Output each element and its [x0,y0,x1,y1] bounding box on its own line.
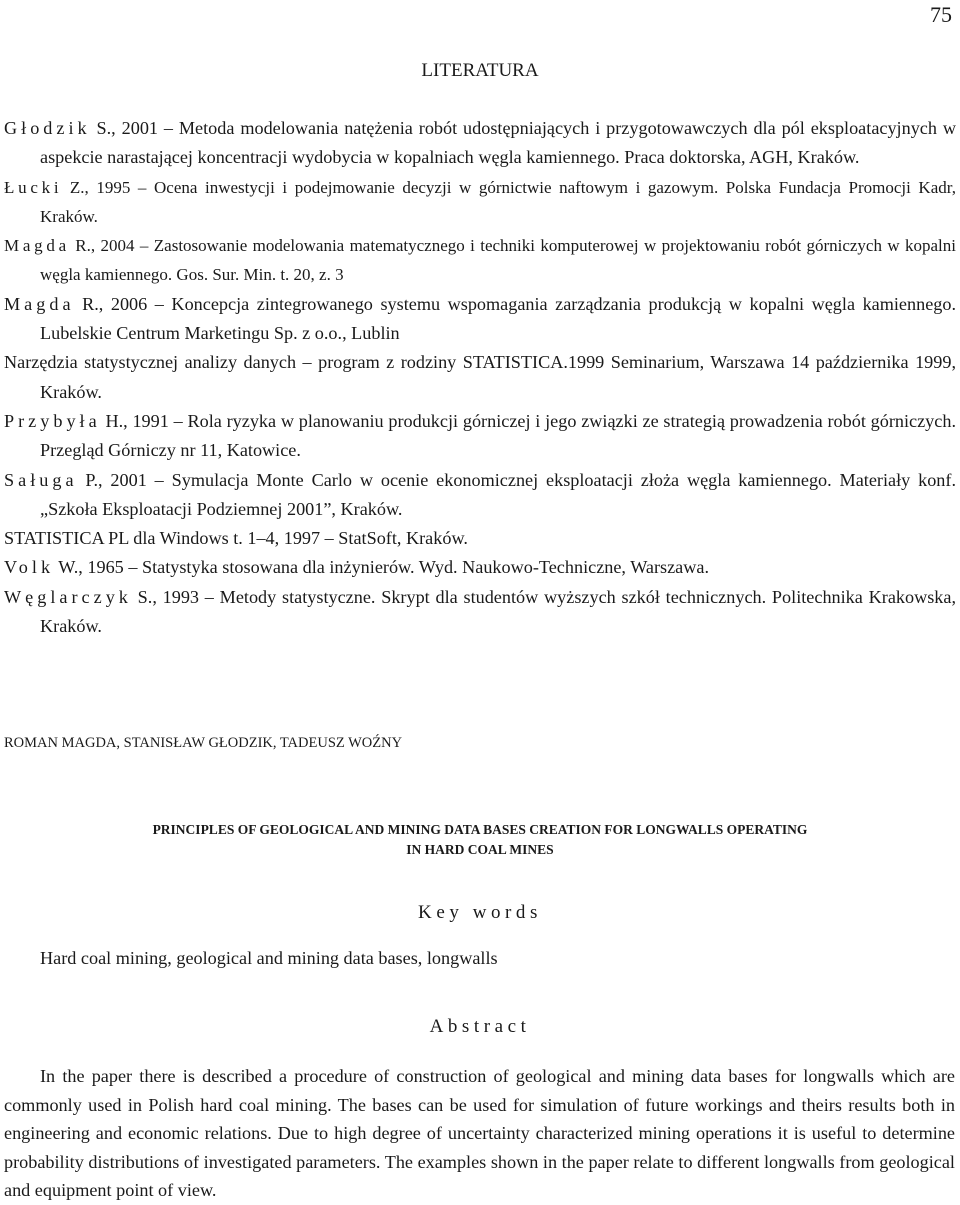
reference-item [4,466,956,525]
reference-item [4,524,956,553]
abstract-heading: Abstract [429,1016,531,1037]
reference-author: Magda [4,293,75,314]
reference-author: Magda [4,236,70,256]
reference-text: S., 1993 – Metody statystyczne. Skrypt dla studentów wyższych szkół technicznych. Politechnika Krakowska, Kraków. [40,586,956,637]
reference-item [4,583,956,642]
page-number: 75 [930,2,952,27]
reference-text: R., 2004 – Zastosowanie modelowania matematycznego i techniki komputerowej w projektowaniu robót górniczych w kopalni węgla kamiennego. Gos. Sur. Min. t. 20, z. 3 [40,236,956,285]
reference-item [4,290,956,349]
reference-item [4,553,956,582]
reference-list [4,114,956,641]
reference-author: Przybyła [4,410,101,431]
abstract-text: In the paper there is described a procedure of construction of geological and mining data bases for longwalls which are commonly used in Polish hard coal mining. The bases can be used for simulation of future workings and theirs results both in engineering and economic relations. Due to high degree of uncertainty characterized mining operations it is useful to determine probability distributions of investigated parameters. The examples shown in the paper relate to different longwalls from geological and equipment point of view. [4,1066,955,1200]
reference-text: Z., 1995 – Ocena inwestycji i podejmowanie decyzji w górnictwie naftowym i gazowym. Polska Fundacja Promocji Kadr, Kraków. [40,177,956,226]
paper-title [0,820,960,860]
reference-item [4,231,956,290]
keywords-text: Hard coal mining, geological and mining data bases, longwalls [40,948,498,968]
reference-item [4,114,956,173]
reference-author: Węglarczyk [4,586,132,607]
reference-text: S., 2001 – Metoda modelowania natężenia robót udostępniających i przygotowawczych dla pól eksploatacyjnych w aspekcie narastającej koncentracji wydobycia w kopalniach węgla kamiennego. Praca doktorska, AGH, Kraków. [40,118,956,168]
reference-text: Narzędzia statystycznej analizy danych – program z rodziny STATISTICA.1999 Seminarium, Warszawa 14 października 1999, Kraków. [4,352,956,402]
reference-author: Volk [4,557,55,578]
reference-author: Łucki [4,177,63,197]
paper-title-line: PRINCIPLES OF GEOLOGICAL AND MINING DATA BASES CREATION FOR LONGWALLS OPERATING [152,822,808,837]
reference-text: R., 2006 – Koncepcja zintegrowanego systemu wspomagania zarządzania produkcją w kopalni węgla kamiennego. Lubelskie Centrum Marketingu Sp. z o.o., Lublin [40,293,956,344]
keywords-heading: Key words [418,902,542,923]
paper-authors: ROMAN MAGDA, STANISŁAW GŁODZIK, TADEUSZ WOŹNY [4,735,403,751]
reference-text: P., 2001 – Symulacja Monte Carlo w ocenie ekonomicznej eksploatacji złoża węgla kamiennego. Materiały konf. „Szkoła Eksploatacji Podziemnej 2001”, Kraków. [40,469,956,519]
literature-heading: LITERATURA [421,60,539,81]
paper-title-line: IN HARD COAL MINES [406,842,554,857]
reference-item [4,407,956,466]
reference-text: W., 1965 – Statystyka stosowana dla inżynierów. Wyd. Naukowo-Techniczne, Warszawa. [54,557,710,578]
reference-author: Głodzik [4,118,91,138]
reference-text: H., 1991 – Rola ryzyka w planowaniu produkcji górniczej i jego związki ze strategią prowadzenia robót górniczych. Przegląd Górniczy nr 11, Katowice. [40,410,956,461]
reference-item [4,348,956,407]
reference-text: STATISTICA PL dla Windows t. 1–4, 1997 – StatSoft, Kraków. [4,528,468,549]
reference-author: Saługa [4,469,78,490]
reference-item [4,173,956,232]
